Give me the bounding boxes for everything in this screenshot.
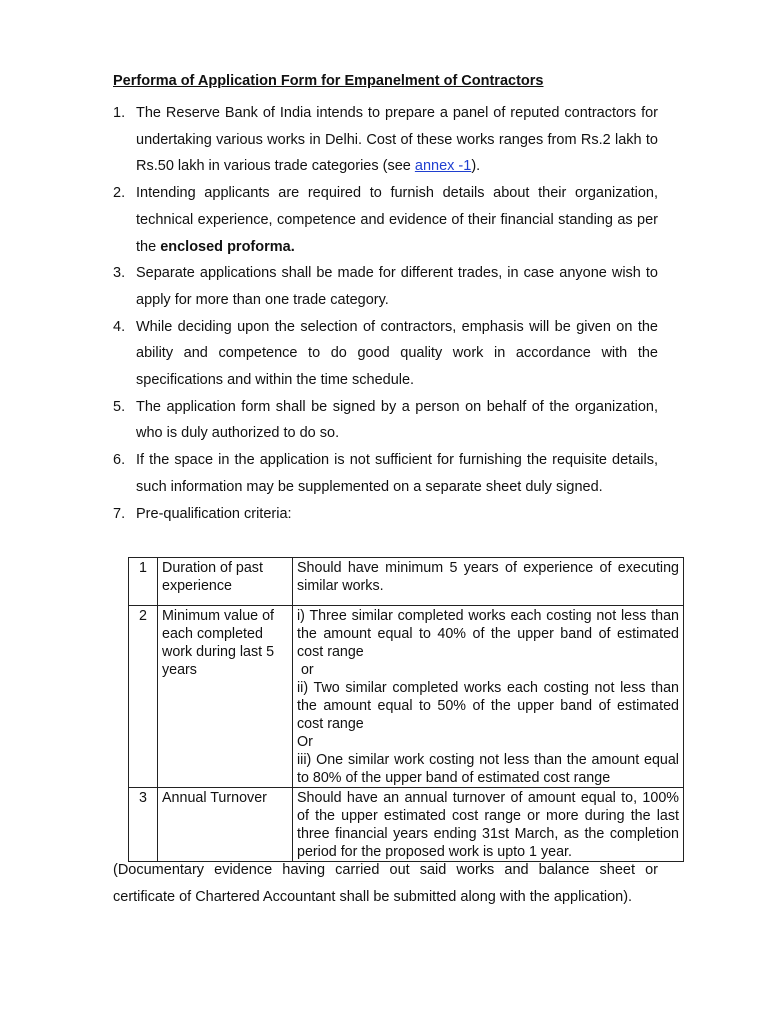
list-item-1	[113, 100, 658, 180]
item-text: If the space in the application is not sufficient for furnishing the requisite details, such information may be supplemented on a separate sheet duly signed.	[136, 452, 658, 495]
criteria-number: 1	[129, 558, 158, 606]
criteria-label: Duration of past experience	[158, 558, 293, 606]
table-row	[129, 606, 684, 788]
criteria-number: 2	[129, 606, 158, 788]
annex-link[interactable]: annex -1	[414, 158, 472, 175]
item-text: While deciding upon the selection of contractors, emphasis will be given on the ability and competence to do good quality work in accordance with the specifications and within the time schedule.	[136, 318, 658, 389]
criteria-table	[128, 557, 684, 862]
criteria-line: Or	[297, 734, 313, 750]
criteria-line: ii) Two similar completed works each costing not less than the amount equal to 50% of the upper band of estimated cost range	[297, 680, 679, 732]
item-text: Pre-qualification criteria:	[136, 505, 292, 522]
criteria-line: iii) One similar work costing not less than the amount equal to 80% of the upper band of estimated cost range	[297, 752, 679, 786]
item-text-end: ).	[471, 158, 481, 175]
criteria-line: Should have an annual turnover of amount equal to, 100% of the upper estimated cost range or more during the last three financial years ending 31st March, as the completion period for the proposed work is upto 1 year.	[297, 790, 679, 860]
criteria-label: Annual Turnover	[158, 788, 293, 862]
list-item-4	[113, 314, 658, 394]
criteria-line: Should have minimum 5 years of experience of executing similar works.	[297, 560, 679, 594]
criteria-description	[293, 606, 684, 788]
table-row	[129, 558, 684, 606]
criteria-number: 3	[129, 788, 158, 862]
criteria-label: Minimum value of each completed work during last 5 years	[158, 606, 293, 788]
documentary-evidence-note: (Documentary evidence having carried out said works and balance sheet or certificate of Chartered Accountant shall be submitted along with the application).	[113, 862, 658, 905]
list-item-7	[113, 501, 658, 528]
criteria-description	[293, 788, 684, 862]
table-row	[129, 788, 684, 862]
list-item-2	[113, 180, 658, 260]
item-number: 6.	[113, 452, 126, 469]
item-text: Separate applications shall be made for different trades, in case anyone wish to apply for more than one trade category.	[136, 265, 658, 308]
item-text: The Reserve Bank of India intends to prepare a panel of reputed contractors for undertaking various works in Delhi. Cost of these works ranges from Rs.2 lakh to Rs.50 lakh in various trade categories (see	[136, 105, 658, 175]
item-number: 7.	[113, 505, 126, 522]
item-number: 1.	[113, 105, 126, 121]
criteria-line: i) Three similar completed works each costing not less than the amount equal to 40% of the upper band of estimated cost range	[297, 608, 679, 660]
item-number: 3.	[113, 265, 126, 282]
item-number: 2.	[113, 185, 126, 202]
item-number: 4.	[113, 318, 126, 335]
item-text: Intending applicants are required to furnish details about their organization, technical experience, competence and evidence of their financial standing as per the	[136, 185, 658, 255]
item-text: The application form shall be signed by a person on behalf of the organization, who is duly authorized to do so.	[136, 398, 658, 442]
criteria-line: or	[297, 662, 314, 678]
list-item-5	[113, 394, 658, 447]
list-item-6	[113, 447, 658, 500]
document-title: Performa of Application Form for Empanelment of Contractors	[113, 73, 544, 89]
list-item-3	[113, 260, 658, 313]
criteria-description	[293, 558, 684, 606]
instruction-list	[113, 100, 658, 527]
item-number: 5.	[113, 398, 126, 415]
item-bold-text: enclosed proforma.	[160, 238, 295, 255]
